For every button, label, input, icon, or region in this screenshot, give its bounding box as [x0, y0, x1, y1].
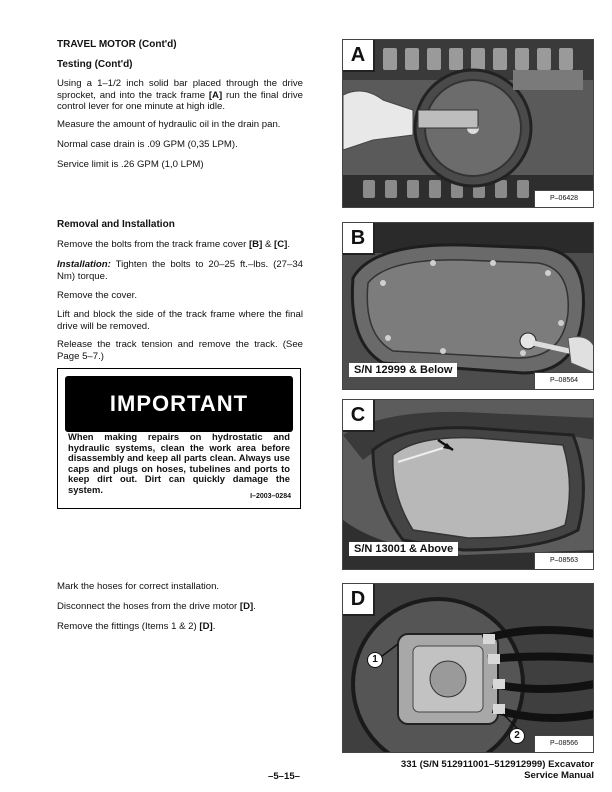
callout-2: 2	[509, 728, 525, 744]
important-text: When making repairs on hydrostatic and hydraulic systems, clean the work area before disassembly and keep all parts clean. Always use caps and plugs on hoses, tubelines and ports to keep dirt out. Dirt can quickly damage the system.	[68, 431, 290, 495]
important-banner	[65, 376, 293, 432]
testing-paragraph-3	[57, 139, 303, 151]
removal-text-mid: &	[262, 239, 275, 250]
installation-note	[57, 259, 303, 282]
fittings-text-end: .	[212, 621, 216, 632]
figure-ref-d-2: [D]	[199, 621, 213, 632]
important-code: I–2003–0284	[250, 493, 291, 500]
figure-c-letter: C	[343, 400, 375, 432]
testing-section	[57, 59, 303, 71]
page-number: –5–15–	[268, 771, 301, 782]
removal-heading: Removal and Installation	[57, 219, 175, 230]
testing-paragraph-4	[57, 159, 303, 171]
disconnect-text-end: .	[253, 601, 256, 612]
figure-c-caption: S/N 13001 & Above	[349, 542, 458, 556]
hoses-paragraph-1	[57, 581, 303, 593]
figure-d-code: P–08566	[534, 735, 593, 752]
figure-a-code: P–06428	[534, 190, 593, 207]
manual-line-1: 331 (S/N 512911001–512912999) Excavator	[400, 759, 594, 770]
manual-line-2: Service Manual	[524, 769, 594, 781]
figure-a-image	[343, 40, 594, 208]
testing-text: Using a 1–1/2 inch solid bar placed through the drive sprocket, and into the track frame	[57, 78, 303, 101]
figure-ref-d: [D]	[239, 601, 254, 612]
removal-section	[57, 219, 303, 231]
service-limit: Service limit is .26 GPM (1,0 LPM)	[57, 159, 204, 170]
figure-b-letter: B	[343, 223, 375, 255]
testing-text-end: run the final drive control lever for one minute at high idle.	[57, 89, 303, 112]
removal-paragraph-4	[57, 309, 303, 332]
removal-text: Remove the bolts from the track frame cover	[57, 239, 249, 250]
page-title-block	[57, 39, 303, 51]
testing-heading: Testing (Cont'd)	[57, 59, 133, 70]
hoses-paragraph-3	[57, 621, 303, 633]
hoses-paragraph-2	[57, 601, 303, 613]
removal-text-end: .	[287, 239, 291, 250]
figure-c-code: P–08563	[534, 552, 593, 569]
section-title: TRAVEL MOTOR (Cont'd)	[57, 39, 177, 50]
normal-case-drain: Normal case drain is .09 GPM (0,35 LPM).	[57, 139, 238, 150]
figure-ref-c: [C]	[274, 239, 288, 250]
important-title: IMPORTANT	[109, 391, 249, 416]
removal-paragraph-1	[57, 239, 303, 251]
disconnect-text: Disconnect the hoses from the drive motor	[57, 601, 240, 612]
manual-title	[401, 760, 594, 781]
removal-paragraph-5	[57, 339, 303, 362]
important-notice	[57, 368, 301, 509]
fittings-text: Remove the fittings (Items 1 & 2)	[57, 621, 200, 632]
release-track-text: Release the track tension and remove the track. (See Page 5–7.)	[57, 339, 303, 362]
figure-d-image	[343, 584, 594, 753]
installation-label: Installation:	[57, 259, 111, 270]
callout-1: 1	[367, 652, 383, 668]
testing-text-2: Measure the amount of hydraulic oil in the drain pan.	[57, 119, 281, 130]
figure-ref-b: [B]	[248, 239, 263, 250]
testing-paragraph-1	[57, 78, 303, 113]
remove-cover-text: Remove the cover.	[57, 290, 137, 301]
testing-paragraph-2	[57, 119, 303, 131]
removal-paragraph-3	[57, 290, 303, 302]
mark-hoses-text: Mark the hoses for correct installation.	[57, 581, 220, 592]
installation-text: Tighten the bolts to 20–25 ft.–lbs. (27–34 Nm) torque.	[57, 259, 303, 282]
figure-ref-a: [A]	[208, 89, 223, 101]
figure-a-letter: A	[343, 40, 375, 72]
figure-a-photo	[342, 39, 594, 208]
figure-b-caption: S/N 12999 & Below	[349, 363, 457, 377]
lift-block-text: Lift and block the side of the track frame where the final drive will be removed.	[57, 309, 303, 332]
figure-c-photo	[342, 399, 594, 570]
figure-d-letter: D	[343, 584, 375, 616]
figure-b-photo	[342, 222, 594, 390]
figure-b-code: P–08564	[534, 372, 593, 389]
figure-d-photo	[342, 583, 594, 753]
